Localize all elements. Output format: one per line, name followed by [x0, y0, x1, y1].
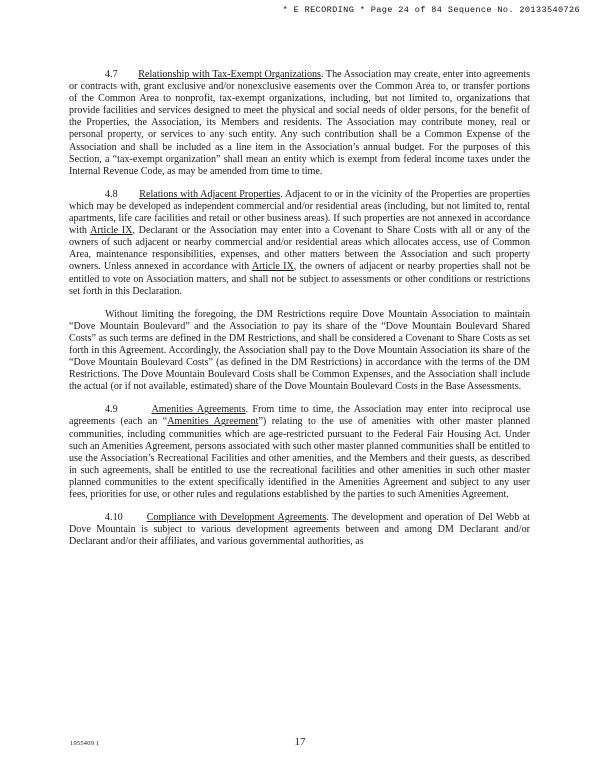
section-4-7	[69, 69, 530, 178]
recording-header: * E RECORDING * Page 24 of 84 Sequence No. 20133540726	[282, 5, 580, 15]
section-title: Relations with Adjacent Properties	[139, 188, 281, 200]
page-number: 17	[294, 736, 306, 748]
defined-term: Amenities Agreement	[167, 416, 259, 428]
section-4-8-continued	[69, 309, 530, 394]
section-number: 4.10	[105, 512, 123, 524]
section-text: . The Association may create, enter into agreements or contracts with, grant exclusive and/or nonexclusive easements over the Common Area to, or transfer portions of the Common Area to nonprofit, tax-exempt organizations, including, but not limited to, organizations that provide facilities and services designed to meet the physical and social needs of older persons, for the benefit of the Properties, the Association, its Members and residents. The Association may contribute money, real or personal property, or services to any such entity. Any such contribution shall be a Common Expense of the Association and shall be included as a line item in the Association’s annual budget. For the purposes of this Section, a “tax-exempt organization” shall mean an entity which is exempt from federal income taxes under the Internal Revenue Code, as may be amended from time to time.	[69, 69, 531, 177]
section-number: 4.7	[105, 69, 118, 80]
section-text: , the owners of adjacent or nearby properties shall not be entitled to vote on Association matters, and shall not be subject to assessments or other conditions or restrictions set forth in this Declaration.	[69, 261, 530, 297]
section-text: . Adjacent to or in the vicinity of the Properties are properties which may be developed as independent commercial and/or residential areas (including, but not limited to, rental apartments, life care facilities and retail or other business areas). If such properties are not annexed in accordance with	[69, 188, 530, 237]
section-text: ”) relating to the use of amenities with other master planned communities, including communities which are age-restricted pursuant to the Federal Fair Housing Act. Under such an Amenities Agreement, persons associated with such other master planned communities shall be entitled to use the Association’s Recreational Facilities and other amenities, and the Members and their guests, as described in such agreements, shall be entitled to use the recreational facilities and other amenities in such other master planned communities to the extent specifically identified in the Amenities Agreement and subject to any user fees, priorities for use, or other rules and regulations established by the parties to such Amenities Agreement.	[69, 416, 530, 500]
section-text: Without limiting the foregoing, the DM Restrictions require Dove Mountain Association to maintain “Dove Mountain Boulevard” and the Association to pay its share of the “Dove Mountain Boulevard Shared Costs” as such terms are defined in the DM Restrictions, and shall be considered a Covenant to Share Costs as set forth in this Agreement. Accordingly, the Association shall pay to the Dove Mountain Association its share of the “Dove Mountain Boulevard Costs” (as defined in the DM Restrictions) in accordance with the terms of the DM Restrictions. The Dove Mountain Boulevard Costs shall be Common Expenses, and the Association shall include the actual (or if not available, estimated) share of the Dove Mountain Boulevard Costs in the Base Assessments.	[69, 308, 530, 393]
section-title: Compliance with Development Agreements	[146, 512, 327, 524]
section-number: 4.9	[105, 404, 118, 416]
section-text: , Declarant or the Association may enter into a Covenant to Share Costs with all or any of the owners of such adjacent or nearby commercial and/or residential areas which allocates access, use of Common Area, maintenance responsibilities, expenses, and other matters between the Association and such property owners. Unless annexed in accordance with	[69, 225, 530, 273]
section-title: Relationship with Tax-Exempt Organizations	[138, 69, 321, 80]
section-text: . The development and operation of Del Webb at Dove Mountain is subject to various development agreements between and among DM Declarant and/or Declarant and/or their affiliates, and various governmental authorities, as	[69, 512, 530, 548]
document-id: 1955409 1	[70, 740, 100, 747]
section-number: 4.8	[105, 188, 118, 200]
article-reference: Article IX	[251, 261, 294, 273]
section-4-8	[69, 189, 530, 298]
section-4-9	[69, 404, 530, 501]
section-title: Amenities Agreements	[151, 404, 246, 416]
section-text: . From time to time, the Association may enter into reciprocal use agreements (each an “	[69, 404, 530, 428]
document-body	[69, 69, 530, 559]
section-4-10	[69, 512, 530, 548]
article-reference: Article IX	[90, 225, 133, 237]
